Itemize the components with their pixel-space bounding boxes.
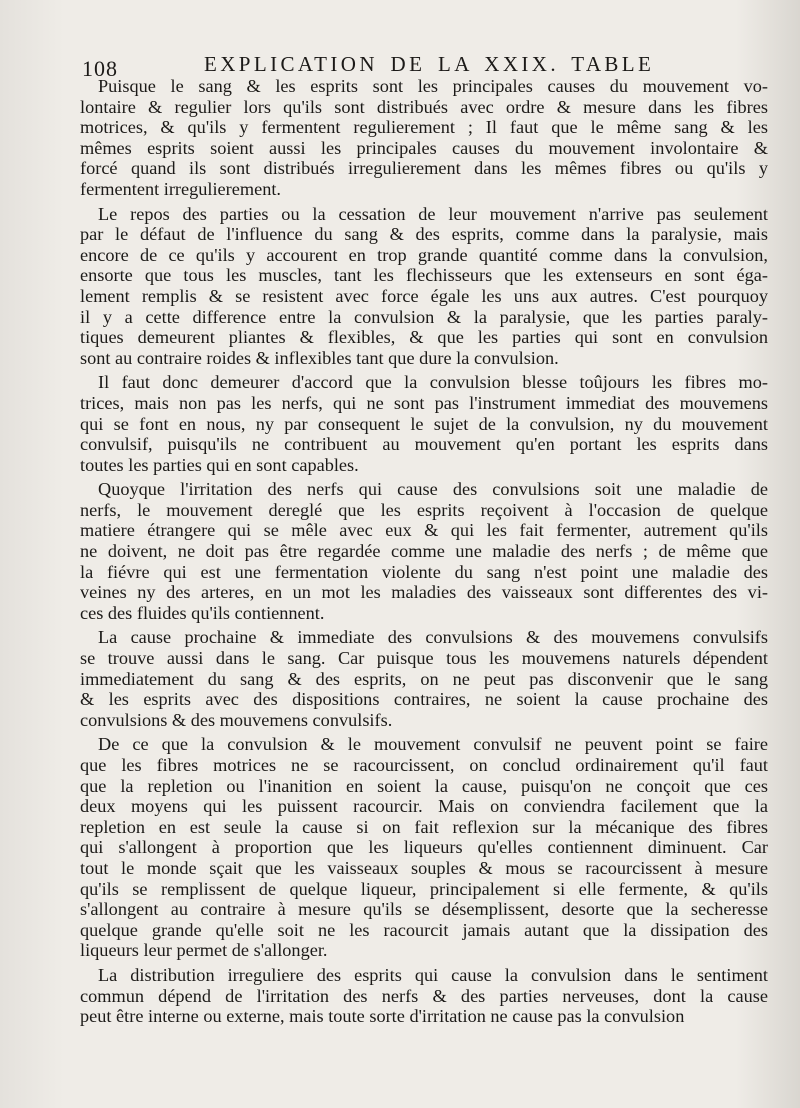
text-line: quelque grande qu'elle soit ne les racourcit jamais autant que la dissipation des bbox=[80, 919, 768, 940]
paragraph bbox=[80, 734, 768, 961]
text-line: & les esprits avec des dispositions contraires, ne soient la cause prochaine des bbox=[80, 689, 768, 710]
text-line: tout le monde sçait que les vaisseaux souples & mous se racourcissent à mesure bbox=[80, 857, 768, 878]
text-line: qui s'allongent à proportion que les liqueurs qu'elles contiennent diminuent. Car bbox=[80, 837, 768, 858]
text-line: ne doivent, ne doit pas être regardée comme une maladie des nerfs ; de même que bbox=[80, 541, 768, 562]
text-line: ensorte que tous les muscles, tant les flechisseurs que les extenseurs en sont éga- bbox=[80, 265, 768, 286]
text-line: matiere étrangere qui se mêle avec eux & qui les fait fermenter, autrement qu'ils bbox=[80, 520, 768, 541]
text-line: Puisque le sang & les esprits sont les principales causes du mouvement vo- bbox=[98, 76, 768, 96]
text-line: toutes les parties qui en sont capables. bbox=[80, 454, 359, 475]
paragraph bbox=[80, 965, 768, 1027]
paragraph bbox=[80, 627, 768, 730]
text-line: s'allongent au contraire à mesure qu'ils se désemplissent, desorte que la secheresse bbox=[80, 899, 768, 920]
text-line: il y a cette difference entre la convulsion & la paralysie, que les parties paraly- bbox=[80, 306, 768, 327]
text-line: Quoyque l'irritation des nerfs qui cause des convulsions soit une maladie de bbox=[98, 479, 768, 500]
text-line: trices, mais non pas les nerfs, qui ne sont pas l'instrument immediat des mouvemens bbox=[80, 392, 768, 413]
text-line: que la repletion ou l'inanition en soient la cause, puisqu'on ne conçoit que ces bbox=[80, 775, 768, 796]
text-line: que les fibres motrices ne se racourcissent, on conclud ordinairement qu'il faut bbox=[80, 755, 768, 775]
text-line: Il faut donc demeurer d'accord que la convulsion blesse toûjours les fibres mo- bbox=[98, 372, 768, 393]
text-line: peut être interne ou externe, mais toute sorte d'irritation ne cause pas la convulsion bbox=[80, 1006, 685, 1027]
body-text bbox=[80, 76, 768, 1027]
text-line: deux moyens qui les puissent racourcir. Mais on conviendra facilement que la bbox=[80, 796, 768, 817]
text-line: lement remplis & se resistent avec force égale les uns aux autres. C'est pourquoy bbox=[80, 285, 768, 306]
text-line: la fiévre qui est une fermentation violente du sang n'est point une maladie des bbox=[80, 561, 768, 582]
text-line: convulsions & des mouvemens convulsifs. bbox=[80, 709, 393, 730]
paragraph bbox=[80, 479, 768, 623]
page-number: 108 bbox=[82, 56, 118, 81]
paragraph bbox=[80, 372, 768, 475]
text-line: encore de ce qu'ils y accourent en trop grande quantité comme dans la convulsion, bbox=[80, 244, 768, 265]
text-line: Le repos des parties ou la cessation de leur mouvement n'arrive pas seulement bbox=[98, 203, 768, 224]
text-line: lontaire & regulier lors qu'ils sont distribués avec ordre & mesure dans les fibres bbox=[80, 96, 768, 117]
text-line: qui se font en nous, ny par consequent le sujet de la convulsion, ny du mouvement bbox=[80, 413, 768, 434]
text-line: qu'ils se remplissent de quelque liqueur, principalement si elle fermente, & qu'ils bbox=[80, 878, 768, 899]
text-line: La distribution irreguliere des esprits qui cause la convulsion dans le sentiment bbox=[98, 964, 768, 985]
text-line: commun dépend de l'irritation des nerfs & des parties nerveuses, dont la cause bbox=[80, 985, 768, 1006]
paragraph bbox=[80, 204, 768, 369]
text-line: veines ny des arteres, en un mot les maladies des vaisseaux sont differentes des vi- bbox=[80, 582, 768, 603]
text-line: convulsif, puisqu'ils ne contribuent au mouvement qu'en portant les esprits dans bbox=[80, 434, 768, 455]
text-line: tiques demeurent pliantes & flexibles, & que les parties qui sont en convulsion bbox=[80, 327, 768, 348]
running-head: EXPLICATION DE LA XXIX. TABLE bbox=[204, 52, 655, 76]
text-line: mêmes esprits soient aussi les principales causes du mouvement involontaire & bbox=[80, 137, 768, 158]
text-line: De ce que la convulsion & le mouvement convulsif ne peuvent point se faire bbox=[98, 734, 768, 755]
text-line: ces des fluides qu'ils contiennent. bbox=[80, 602, 325, 623]
text-line: immediatement du sang & des esprits, on ne peut pas disconvenir que le sang bbox=[80, 668, 768, 689]
text-line: forcé quand ils sont distribués irregulierement dans les mêmes fibres ou qu'ils y bbox=[80, 158, 768, 179]
text-line: fermentent irregulierement. bbox=[80, 178, 281, 199]
text-line: liqueurs leur permet de s'allonger. bbox=[80, 940, 328, 961]
text-line: motrices, & qu'ils y fermentent regulierement ; Il faut que le même sang & les bbox=[80, 117, 768, 138]
paragraph bbox=[80, 76, 768, 200]
text-line: La cause prochaine & immediate des convulsions & des mouvemens convulsifs bbox=[98, 627, 768, 648]
text-line: nerfs, le mouvement dereglé que les esprits reçoivent à l'occasion de quelque bbox=[80, 499, 768, 520]
text-line: par le défaut de l'influence du sang & des esprits, comme dans la paralysie, mais bbox=[80, 224, 768, 245]
text-line: repletion en est seule la cause si on fait reflexion sur la mécanique des fibres bbox=[80, 816, 768, 837]
text-line: sont au contraire roides & inflexibles tant que dure la convulsion. bbox=[80, 347, 559, 368]
text-line: se trouve aussi dans le sang. Car puisque tous les mouvemens naturels dépendent bbox=[80, 648, 768, 669]
